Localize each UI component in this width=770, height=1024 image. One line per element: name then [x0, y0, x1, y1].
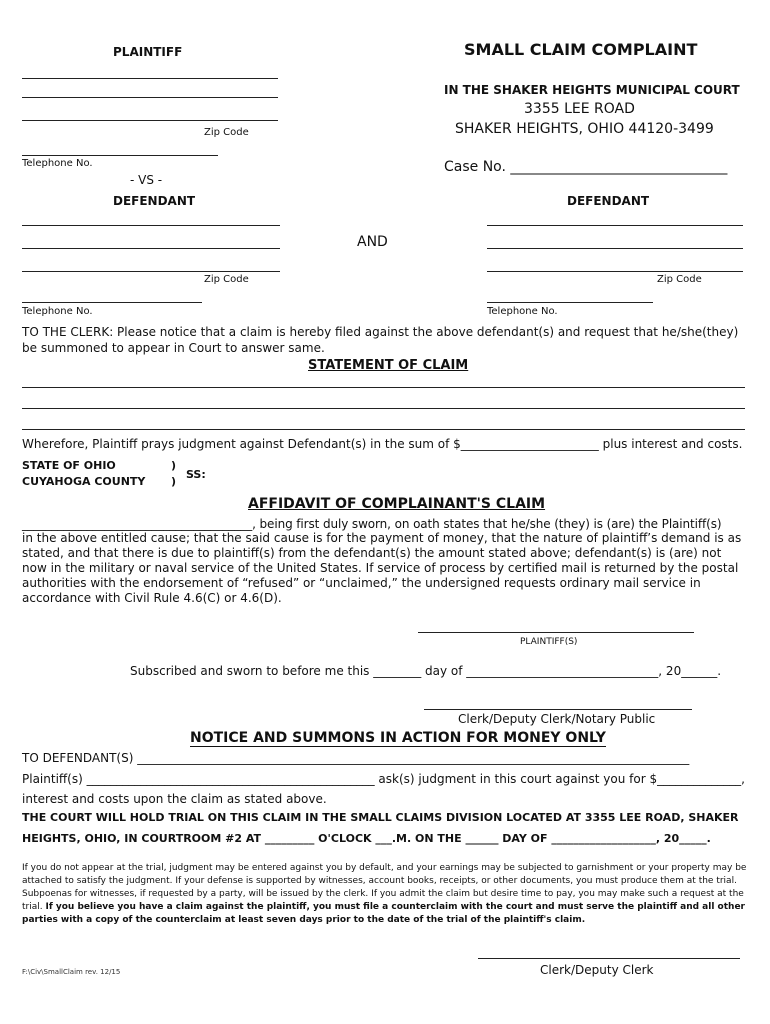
- affidavit-affiant-line[interactable]: _______________________________________, being first duly sworn, on oath states that he/she (they) is (are) the Plaintiff(s): [22, 517, 722, 531]
- plaintiff-phone-line[interactable]: [22, 155, 218, 156]
- notary-label: Clerk/Deputy Clerk/Notary Public: [458, 712, 656, 726]
- plaintiff-signature-label: PLAINTIFF(S): [520, 637, 578, 647]
- defendant-right-city-line[interactable]: [487, 271, 743, 272]
- affidavit-heading: AFFIDAVIT OF COMPLAINANT'S CLAIM: [248, 496, 546, 512]
- notary-signature-line[interactable]: [424, 709, 692, 710]
- plaintiff-address-line[interactable]: [22, 97, 278, 98]
- plaintiff-name-line[interactable]: [22, 78, 278, 79]
- defendant-left-phone-label: Telephone No.: [22, 306, 93, 317]
- venue-bracket-2: ): [171, 475, 177, 488]
- defendant-right-phone-label: Telephone No.: [487, 306, 558, 317]
- fine-print-text: If you do not appear at the trial, judgment may be entered against you by default, and your earnings may be subjected to garnishment or your property may be attached to satisfy the judgment. If your defense is supported by witnesses, account books, receipts, or other documents, you must produce them at the trial. Subpoenas for witnesses, if requested by a party, will be issued by the clerk. If you admit the claim but desire time to pay, you may make such a request at the trial.: [22, 863, 747, 912]
- defendant-right-name-line[interactable]: [487, 225, 743, 226]
- fine-print: [22, 862, 748, 927]
- plaintiff-signature-line[interactable]: [418, 632, 694, 633]
- hearing-line-2[interactable]: HEIGHTS, OHIO, IN COURTROOM #2 AT _________ O'CLOCK ___.M. ON THE ______ DAY OF ___________________, 20_____.: [22, 832, 711, 845]
- fine-print-bold: If you believe you have a claim against the plaintiff, you must file a counterclaim with the court and must serve the plaintiff and all other parties with a copy of the counterclaim at least seven days prior to the date of the trial of the plaintiff's claim.: [22, 902, 745, 925]
- defendant-left-address-line[interactable]: [22, 248, 280, 249]
- defendant-left-zip-label: Zip Code: [204, 274, 249, 285]
- and-label: AND: [357, 234, 388, 250]
- defendant-right-phone-line[interactable]: [487, 302, 653, 303]
- venue-state: STATE OF OHIO: [22, 459, 116, 472]
- defendant-left-city-line[interactable]: [22, 271, 280, 272]
- defendant-right-zip-label: Zip Code: [657, 274, 702, 285]
- defendant-left-phone-line[interactable]: [22, 302, 202, 303]
- clerk-signature-line[interactable]: [478, 958, 740, 959]
- defendant-right-heading: DEFENDANT: [567, 194, 650, 208]
- plaintiff-zip-label: Zip Code: [204, 127, 249, 138]
- interest-line: interest and costs upon the claim as stated above.: [22, 792, 327, 806]
- affidavit-body: in the above entitled cause; that the said cause is for the payment of money, that the nature of plaintiff’s demand is as stated, and that there is due to plaintiff(s) from the defendant(s) the amount stated above; defendant(s) is (are) not now in the military or naval service of the United States. If service of process by certified mail is returned by the postal authorities with the endorsement of “refused” or “unclaimed,” the undersigned requests ordinary mail service in accordance with Civil Rule 4.6(C) or 4.6(D).: [22, 531, 742, 605]
- clerk-notice: TO THE CLERK: Please notice that a claim is hereby filed against the above defendant(s) and request that he/she(they) be summoned to appear in Court to answer same.: [22, 325, 739, 355]
- court-address: 3355 LEE ROAD: [524, 101, 635, 117]
- statement-line-3[interactable]: [22, 429, 745, 430]
- plaintiff-heading: PLAINTIFF: [113, 45, 183, 59]
- file-reference: F:\Civ\SmallClaim rev. 12/15: [22, 968, 121, 976]
- case-number-field[interactable]: Case No. _______________________________: [444, 159, 728, 175]
- venue-bracket-1: ): [171, 459, 177, 472]
- plaintiff-phone-label: Telephone No.: [22, 158, 93, 169]
- form-title: SMALL CLAIM COMPLAINT: [464, 40, 698, 59]
- defendant-left-name-line[interactable]: [22, 225, 280, 226]
- clerk-label: Clerk/Deputy Clerk: [540, 963, 654, 977]
- sworn-line[interactable]: Subscribed and sworn to before me this ________ day of ________________________________, 20______.: [130, 664, 722, 678]
- plaintiff-city-line[interactable]: [22, 120, 278, 121]
- venue-ss: SS:: [186, 468, 206, 481]
- notice-heading: NOTICE AND SUMMONS IN ACTION FOR MONEY ONLY: [190, 730, 606, 746]
- defendant-left-heading: DEFENDANT: [113, 194, 196, 208]
- defendant-right-address-line[interactable]: [487, 248, 743, 249]
- plaintiffs-judgment-line[interactable]: Plaintiff(s) ________________________________________________ ask(s) judgment in this court against you for $______________,: [22, 772, 745, 786]
- statement-line-2[interactable]: [22, 408, 745, 409]
- statement-line-1[interactable]: [22, 387, 745, 388]
- versus-label: - VS -: [130, 173, 163, 187]
- to-defendant-line[interactable]: TO DEFENDANT(S) ____________________________________________________________________________________________: [22, 751, 690, 765]
- court-name: IN THE SHAKER HEIGHTS MUNICIPAL COURT: [444, 83, 740, 97]
- statement-heading: STATEMENT OF CLAIM: [308, 358, 469, 373]
- venue-county: CUYAHOGA COUNTY: [22, 475, 146, 488]
- court-city: SHAKER HEIGHTS, OHIO 44120-3499: [455, 121, 714, 137]
- hearing-line-1: THE COURT WILL HOLD TRIAL ON THIS CLAIM IN THE SMALL CLAIMS DIVISION LOCATED AT 3355 LEE ROAD, SHAKER: [22, 811, 739, 824]
- wherefore-line[interactable]: Wherefore, Plaintiff prays judgment against Defendant(s) in the sum of $_______________________ plus interest and costs.: [22, 437, 743, 451]
